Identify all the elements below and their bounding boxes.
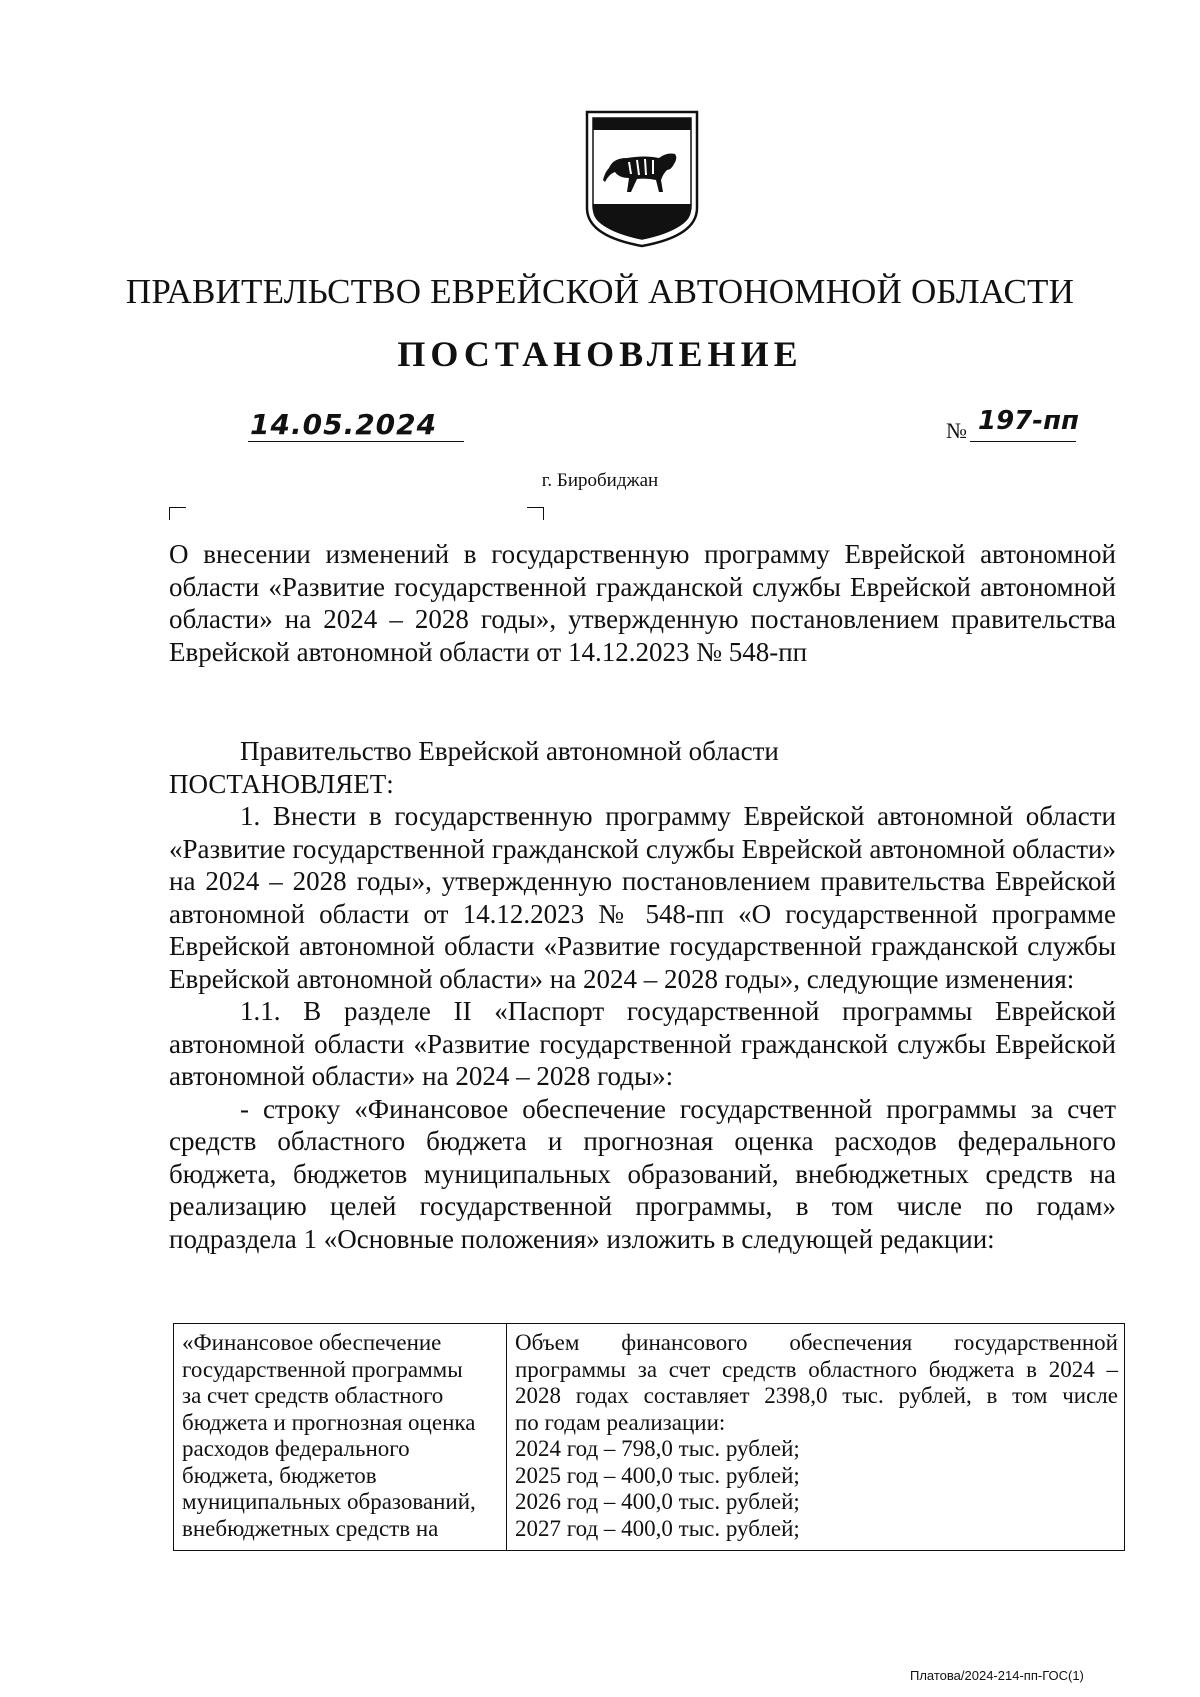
table-cell-label: «Финансовое обеспечение государственной программы за счет средств областного бюджета и прогнозная оценка расходов федерального бюджета, бюджетов муниципальных образований, внебюджетных средств на bbox=[174, 1324, 507, 1551]
number-sign: № bbox=[946, 418, 967, 443]
coat-of-arms-icon bbox=[583, 108, 701, 250]
item-dash: - строку «Финансовое обеспечение государственной программы за счет средств областного бюджета и прогнозная оценка расходов федерального бюджета, бюджетов муниципальных образований, внебюджетных средств на реализацию целей государственной программы, в том числе по годам» подраздела 1 «Основные положения» изложить в следующей редакции: bbox=[169, 1093, 1116, 1254]
subject-bracket-left bbox=[169, 507, 186, 520]
item-1-1: 1.1. В разделе II «Паспорт государственной программы Еврейской автономной области «Развитие государственной гражданской службы Еврейской автономной области» на 2024 – 2028 годы»: bbox=[169, 996, 1116, 1091]
footer-reference: Платова/2024-214-пп-ГОС(1) bbox=[910, 1668, 1084, 1683]
document-date: 14.05.2024 bbox=[250, 408, 438, 441]
table-cell-value: Объем финансового обеспечения государственной программы за счет средств областного бюджета в 2024 – 2028 годах составляет 2398,0 тыс. рублей, в том числе по годам реализации: 2024 год – 798,0 тыс. рублей; 2025 год – 400,0 тыс. рублей; 2026 год – 400,0 тыс. рублей; 2027 год – 400,0 тыс. рублей; bbox=[507, 1324, 1125, 1551]
table-row bbox=[174, 1324, 1125, 1551]
document-number: 197-пп bbox=[978, 406, 1079, 436]
document-subject: О внесении изменений в государственную программу Еврейской автономной области «Развитие государственной гражданской службы Еврейской автономной области» на 2024 – 2028 годы», утвержденную постановлением правительства Еврейской автономной области от 14.12.2023 № 548-пп bbox=[169, 539, 1116, 667]
document-body bbox=[169, 735, 1116, 1255]
document-type-heading: ПОСТАНОВЛЕНИЕ bbox=[397, 334, 803, 374]
preamble-line: Правительство Еврейской автономной области bbox=[240, 736, 779, 766]
financing-table bbox=[173, 1323, 1125, 1551]
resolves-line: ПОСТАНОВЛЯЕТ: bbox=[169, 768, 394, 799]
subject-bracket-right bbox=[527, 507, 544, 520]
city-label: г. Биробиджан bbox=[541, 470, 659, 491]
organization-title: ПРАВИТЕЛЬСТВО ЕВРЕЙСКОЙ АВТОНОМНОЙ ОБЛАСТИ bbox=[125, 272, 1075, 311]
item-1: 1. Внести в государственную программу Еврейской автономной области «Развитие государственной гражданской службы Еврейской автономной области» на 2024 – 2028 годы», утвержденную постановлением правительства Еврейской автономной области от 14.12.2023 № 548-пп «О государственной программе Еврейской автономной области «Развитие государственной гражданской службы Еврейской автономной области» на 2024 – 2028 годы», следующие изменения: bbox=[169, 801, 1116, 994]
